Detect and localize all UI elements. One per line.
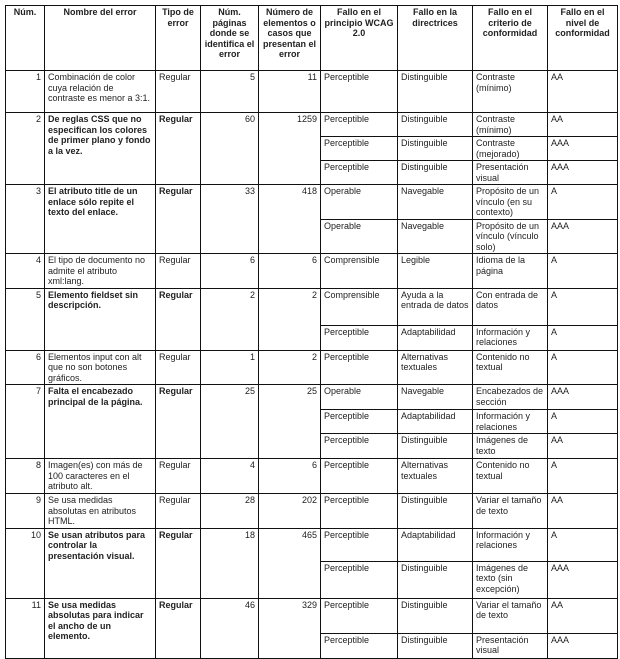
cell-num: 6	[6, 350, 45, 385]
table-body	[6, 71, 618, 659]
cell-criterion: Presentación visual	[473, 161, 548, 185]
cell-level: A	[548, 410, 618, 434]
cell-criterion: Imágenes de texto	[473, 434, 548, 459]
cell-error-type: Regular	[156, 71, 201, 113]
cell-num: 10	[6, 528, 45, 598]
cell-level: AAA	[548, 219, 618, 254]
cell-principle: Operable	[321, 185, 398, 220]
table-row	[6, 459, 618, 494]
cell-level: A	[548, 185, 618, 220]
cell-pages: 4	[201, 459, 259, 494]
cell-cases: 2	[259, 288, 321, 350]
cell-num: 3	[6, 185, 45, 254]
cell-cases: 329	[259, 598, 321, 658]
cell-pages: 18	[201, 528, 259, 598]
cell-criterion: Variar el tamaño de texto	[473, 494, 548, 529]
cell-error-type: Regular	[156, 385, 201, 459]
cell-principle: Perceptible	[321, 494, 398, 529]
cell-principle: Operable	[321, 385, 398, 410]
cell-num: 7	[6, 385, 45, 459]
cell-guideline: Navegable	[398, 219, 473, 254]
cell-num: 2	[6, 113, 45, 185]
cell-criterion: Información y relaciones	[473, 528, 548, 561]
cell-guideline: Distinguible	[398, 633, 473, 658]
table-row	[6, 288, 618, 325]
cell-error-name: Falta el encabezado principal de la página.	[45, 385, 156, 459]
table-row	[6, 494, 618, 529]
cell-pages: 33	[201, 185, 259, 254]
header-error-type: Tipo de error	[156, 6, 201, 71]
cell-level: AA	[548, 434, 618, 459]
cell-num: 4	[6, 254, 45, 289]
cell-error-type: Regular	[156, 185, 201, 254]
cell-level: AA	[548, 113, 618, 137]
header-criterion: Fallo en el criterio de conformidad	[473, 6, 548, 71]
cell-level: A	[548, 325, 618, 350]
cell-pages: 28	[201, 494, 259, 529]
cell-guideline: Distinguible	[398, 434, 473, 459]
cell-num: 9	[6, 494, 45, 529]
cell-guideline: Alternativas textuales	[398, 350, 473, 385]
cell-level: AAA	[548, 561, 618, 598]
cell-criterion: Información y relaciones	[473, 325, 548, 350]
header-level: Fallo en el nivel de conformidad	[548, 6, 618, 71]
cell-pages: 25	[201, 385, 259, 459]
cell-guideline: Ayuda a la entrada de datos	[398, 288, 473, 325]
cell-criterion: Contenido no textual	[473, 350, 548, 385]
cell-cases: 11	[259, 71, 321, 113]
cell-error-type: Regular	[156, 494, 201, 529]
cell-principle: Perceptible	[321, 561, 398, 598]
accessibility-errors-table	[5, 5, 618, 659]
cell-level: A	[548, 288, 618, 325]
cell-cases: 1259	[259, 113, 321, 185]
cell-level: A	[548, 350, 618, 385]
cell-guideline: Adaptabilidad	[398, 325, 473, 350]
cell-level: AAA	[548, 161, 618, 185]
cell-error-name: Se usa medidas absolutas para indicar el ancho de un elemento.	[45, 598, 156, 658]
cell-error-type: Regular	[156, 113, 201, 185]
table-row	[6, 254, 618, 289]
cell-pages: 46	[201, 598, 259, 658]
header-pages: Núm. páginas donde se identifica el error	[201, 6, 259, 71]
cell-principle: Perceptible	[321, 598, 398, 633]
cell-level: AAA	[548, 137, 618, 161]
cell-error-name: El atributo title de un enlace sólo repite el texto del enlace.	[45, 185, 156, 254]
cell-error-name: De reglas CSS que no especifican los colores de primer plano y fondo a la vez.	[45, 113, 156, 185]
table-header-row	[6, 6, 618, 71]
cell-criterion: Idioma de la página	[473, 254, 548, 289]
cell-principle: Perceptible	[321, 434, 398, 459]
table-row	[6, 185, 618, 220]
cell-criterion: Propósito de un vínculo (en su contexto)	[473, 185, 548, 220]
cell-error-name: Combinación de color cuya relación de contraste es menor a 3:1.	[45, 71, 156, 113]
table-row	[6, 528, 618, 561]
cell-level: AAA	[548, 633, 618, 658]
cell-pages: 1	[201, 350, 259, 385]
cell-error-type: Regular	[156, 254, 201, 289]
cell-guideline: Distinguible	[398, 137, 473, 161]
cell-num: 8	[6, 459, 45, 494]
cell-error-name: Elementos input con alt que no son botones gráficos.	[45, 350, 156, 385]
cell-guideline: Navegable	[398, 385, 473, 410]
cell-level: AA	[548, 598, 618, 633]
cell-error-name: El tipo de documento no admite el atributo xml:lang.	[45, 254, 156, 289]
cell-principle: Perceptible	[321, 410, 398, 434]
cell-error-type: Regular	[156, 288, 201, 350]
cell-cases: 465	[259, 528, 321, 598]
cell-level: AA	[548, 494, 618, 529]
cell-principle: Perceptible	[321, 325, 398, 350]
cell-principle: Perceptible	[321, 459, 398, 494]
table-row	[6, 71, 618, 113]
cell-principle: Perceptible	[321, 350, 398, 385]
cell-level: AAA	[548, 385, 618, 410]
cell-guideline: Distinguible	[398, 561, 473, 598]
table-row	[6, 385, 618, 410]
table-row	[6, 598, 618, 633]
cell-criterion: Contraste (mínimo)	[473, 113, 548, 137]
cell-criterion: Información y relaciones	[473, 410, 548, 434]
cell-criterion: Contraste (mínimo)	[473, 71, 548, 113]
cell-error-type: Regular	[156, 459, 201, 494]
cell-principle: Operable	[321, 219, 398, 254]
header-error-name: Nombre del error	[45, 6, 156, 71]
cell-guideline: Adaptabilidad	[398, 528, 473, 561]
cell-num: 1	[6, 71, 45, 113]
cell-principle: Comprensible	[321, 254, 398, 289]
cell-guideline: Distinguible	[398, 71, 473, 113]
cell-principle: Comprensible	[321, 288, 398, 325]
cell-cases: 6	[259, 459, 321, 494]
cell-pages: 5	[201, 71, 259, 113]
cell-guideline: Navegable	[398, 185, 473, 220]
cell-pages: 2	[201, 288, 259, 350]
cell-principle: Perceptible	[321, 113, 398, 137]
cell-level: A	[548, 528, 618, 561]
cell-error-type: Regular	[156, 598, 201, 658]
cell-criterion: Imágenes de texto (sin excepción)	[473, 561, 548, 598]
header-principle: Fallo en el principio WCAG 2.0	[321, 6, 398, 71]
cell-criterion: Propósito de un vínculo (vínculo solo)	[473, 219, 548, 254]
cell-guideline: Distinguible	[398, 494, 473, 529]
cell-num: 11	[6, 598, 45, 658]
cell-cases: 25	[259, 385, 321, 459]
cell-cases: 418	[259, 185, 321, 254]
cell-principle: Perceptible	[321, 528, 398, 561]
cell-guideline: Distinguible	[398, 113, 473, 137]
cell-cases: 202	[259, 494, 321, 529]
cell-criterion: Contraste (mejorado)	[473, 137, 548, 161]
cell-criterion: Con entrada de datos	[473, 288, 548, 325]
header-num: Núm.	[6, 6, 45, 71]
cell-principle: Perceptible	[321, 161, 398, 185]
cell-error-name: Se usa medidas absolutas en atributos HTML.	[45, 494, 156, 529]
table-row	[6, 113, 618, 137]
cell-cases: 6	[259, 254, 321, 289]
header-guideline: Fallo en la directrices	[398, 6, 473, 71]
cell-error-name: Imagen(es) con más de 100 caracteres en el atributo alt.	[45, 459, 156, 494]
cell-guideline: Legible	[398, 254, 473, 289]
cell-criterion: Presentación visual	[473, 633, 548, 658]
cell-guideline: Distinguible	[398, 598, 473, 633]
cell-criterion: Variar el tamaño de texto	[473, 598, 548, 633]
cell-level: AA	[548, 71, 618, 113]
cell-criterion: Contenido no textual	[473, 459, 548, 494]
cell-num: 5	[6, 288, 45, 350]
cell-principle: Perceptible	[321, 137, 398, 161]
cell-guideline: Adaptabilidad	[398, 410, 473, 434]
cell-guideline: Distinguible	[398, 161, 473, 185]
cell-principle: Perceptible	[321, 633, 398, 658]
header-cases: Número de elementos o casos que presentan el error	[259, 6, 321, 71]
table-row	[6, 350, 618, 385]
cell-guideline: Alternativas textuales	[398, 459, 473, 494]
cell-pages: 6	[201, 254, 259, 289]
cell-principle: Perceptible	[321, 71, 398, 113]
cell-cases: 2	[259, 350, 321, 385]
cell-error-type: Regular	[156, 350, 201, 385]
cell-error-name: Se usan atributos para controlar la presentación visual.	[45, 528, 156, 598]
cell-criterion: Encabezados de sección	[473, 385, 548, 410]
cell-pages: 60	[201, 113, 259, 185]
cell-level: A	[548, 254, 618, 289]
cell-error-type: Regular	[156, 528, 201, 598]
cell-level: A	[548, 459, 618, 494]
cell-error-name: Elemento fieldset sin descripción.	[45, 288, 156, 350]
